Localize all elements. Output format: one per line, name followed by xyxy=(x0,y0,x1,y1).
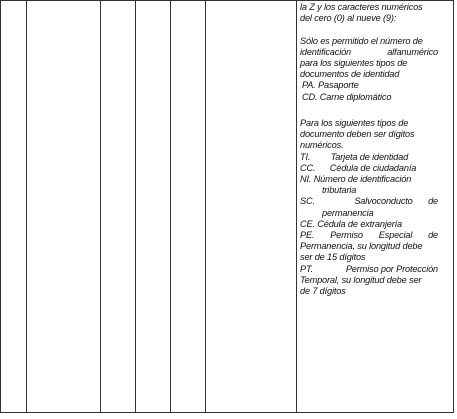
doc-type-sc-cont: permanencia xyxy=(322,207,374,218)
numeric-line: numéricos. xyxy=(300,140,344,151)
numeric-line: documento deben ser dígitos xyxy=(300,129,415,140)
doc-type-pe xyxy=(300,230,438,241)
alnum-line: documentos de identidad xyxy=(300,69,400,80)
intro-line: la Z y los caracteres numéricos xyxy=(300,2,423,12)
doc-type-pt-cont: Temporal, su longitud debe ser xyxy=(300,274,422,285)
doc-code: PT. xyxy=(300,263,313,274)
numeric-line: Para los siguientes tipos de xyxy=(300,118,409,128)
doc-type-ni-cont: tributaria xyxy=(322,185,357,196)
word: Permiso xyxy=(330,230,363,241)
doc-type-ti xyxy=(300,152,438,163)
doc-type-sc xyxy=(300,196,438,207)
word: identificación xyxy=(300,46,352,57)
doc-type-ni: NI. Número de identificación xyxy=(300,174,412,185)
doc-type-cc xyxy=(300,163,438,174)
doc-code: CC. xyxy=(300,162,316,173)
doc-code: PE. xyxy=(300,230,315,241)
doc-type-pe-cont: ser de 15 dígitos xyxy=(300,252,366,263)
doc-type-pt xyxy=(300,264,438,275)
doc-type-pa: PA. Pasaporte xyxy=(302,80,359,91)
alnum-line xyxy=(300,47,438,58)
column-divider xyxy=(100,1,101,412)
doc-type-pe-cont: Permanencia, su longitud debe xyxy=(300,241,423,252)
word: de xyxy=(428,196,438,207)
doc-code: SC. xyxy=(300,196,315,207)
word: de xyxy=(428,230,438,241)
alnum-line: Sólo es permitido el número de xyxy=(300,35,423,46)
column-divider xyxy=(26,1,27,412)
doc-type-ce: CE. Cédula de extranjería xyxy=(300,218,402,229)
description-cell xyxy=(300,2,438,297)
word: alfanumérico xyxy=(387,46,438,57)
column-divider xyxy=(296,1,297,412)
alnum-line: para los siguientes tipos de xyxy=(300,58,408,68)
doc-label: Cédula de ciudadanía xyxy=(329,162,417,173)
column-divider xyxy=(135,1,136,412)
doc-code: TI. xyxy=(300,151,311,162)
doc-type-pt-cont: de 7 dígitos xyxy=(300,286,346,297)
doc-type-cd: CD. Carne diplomático xyxy=(302,91,392,102)
column-divider xyxy=(205,1,206,412)
word: Especial xyxy=(378,230,413,241)
doc-label: Salvoconducto xyxy=(354,196,413,207)
doc-label: Tarjeta de identidad xyxy=(330,151,409,162)
doc-label: Permiso por Protección xyxy=(345,263,438,274)
column-divider xyxy=(170,1,171,412)
intro-line: del cero (0) al nueve (9): xyxy=(300,13,397,24)
